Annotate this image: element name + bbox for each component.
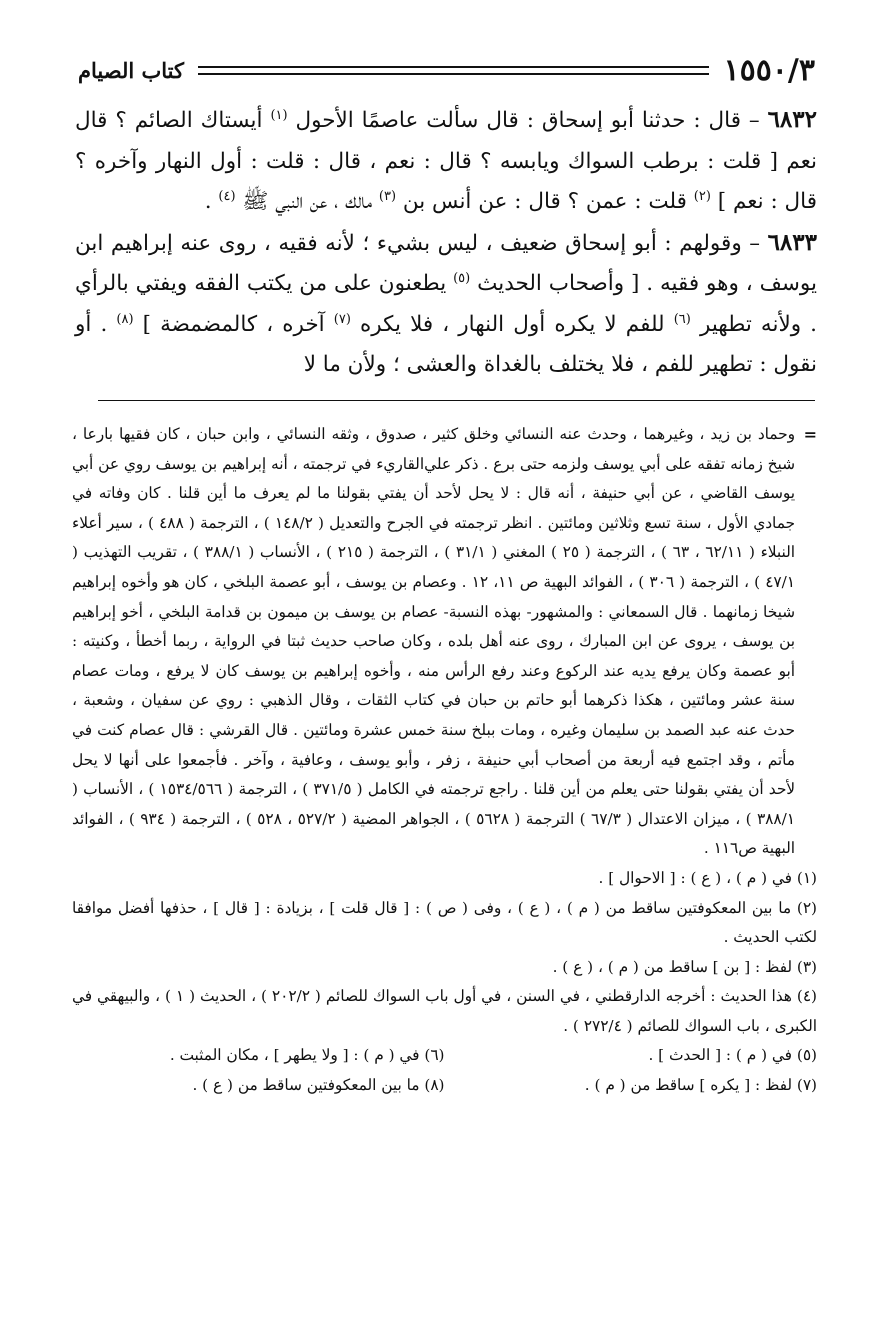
hadith-text: . أو نقول : تطهير للفم ، فلا يختلف بالغداة والعشى ؛ ولأن ما لا [75,311,817,377]
footnote-8: (٨) ما بين المعكوفتين ساقط من ( ع ) . [192,1076,445,1095]
footnote-continuation [72,420,817,864]
footnote-ref: (٢) [693,188,711,204]
hadith-text: للفم لا يكره أول النهار ، فلا يكره [350,311,674,337]
footnote-2: (٢) ما بين المعكوفتين ساقط من ( م ) ، ( ع ) ، وفى ( ص ) : [ قال قلت ] ، بزيادة : [ قال ] ، حذفها أفضل موافقا لكتب الحديث . [72,898,817,947]
page-header [78,50,815,90]
hadith-text: – قال : حدثنا أبو إسحاق : قال سألت عاصمًا الأحول [287,108,768,133]
footnote-5: (٥) في ( م ) : [ الحدث ] . [648,1046,817,1065]
footnote-7: (٧) لفظ : [ يكره ] ساقط من ( م ) . [584,1076,817,1095]
footnote-ref: (٨) [116,311,134,327]
hadith-text: قلت : عمن ؟ قال : عن أنس بن [396,189,694,214]
hadith-text: – وقولهم : أبو إسحاق ضعيف ، ليس بشيء ؛ لأنه فقيه ، روى عنه إبراهيم ابن يوسف ، وهو فقيه . [ وأصحاب الحديث [75,230,817,296]
hadith-6832 [75,100,817,223]
footnote-row [72,1071,817,1101]
footnote-separator [98,400,815,401]
footnote-ref: (٧) [333,311,351,327]
hadith-number: ٦٨٣٢ [767,106,817,133]
hadith-text: يطعنون على من يكتب الفقه ويفتي بالرأي . ولأنه تطهير [75,271,818,337]
hadith-text: آخره ، كالمضمضة ] [133,311,334,337]
header-double-rule [198,66,709,75]
footnote-ref: (٥) [453,270,471,286]
footnote-6: (٦) في ( م ) : [ ولا يطهر ] ، مكان المثبت . [169,1046,445,1065]
footnote-ref: (٤) [218,188,236,204]
continuation-text: وحماد بن زيد ، وغيرهما ، وحدث عنه النسائي وخلق كثير ، صدوق ، وثقه النسائي ، وابن حبان ، كان فقيها بارعا ، شيخ زمانه تفقه على أبي يوسف ولزمه حتى برع . ذكر علي‌القاريء في ترجمته ، أنه إبراهيم بن يوسف روي عن أبي يوسف القاضي ، عن أبي حنيفة ، أنه قال : لا يحل لأحد أن يفتي بقولنا ما لم يعرف ما أين قلنا . كان وفاته في جمادي الأول ، سنة تسع وثلاثين ومائتين . انظر ترجمته في الجرح والتعديل ( ١٤٨/٢ ) ، الترجمة ( ٤٨٨ ) ، سير أعلاء النبلاء ( ٦٢/١١ ، ٦٣ ) ، الترجمة ( ٢٥ ) المغني ( ٣١/١ ) ، الترجمة ( ٢١٥ ) ، الأنساب ( ٣٨٨/١ ) ، تقريب التهذيب ( ٤٧/١ ) ، الترجمة ( ٣٠٦ ) ، الفوائد البهية ص ١١، ١٢ . وعصام بن يوسف ، أبو عصمة البلخي ، كان هو وأخوه إبراهيم شيخا زمانهما . قال السمعاني : والمشهور- بهذه النسبة- عصام بن يوسف بن ميمون بن قدامة البلخي ، أخو إبراهيم بن يوسف ، يروى عن ابن المبارك ، روى عنه أهل بلده ، وكان صاحب حديث ثبتا في الرواية ، ربما أخطأ ، وكنيته : أبو عصمة وكان يرفع يديه عند الركوع وعند رفع الرأس منه ، وأخوه إبراهيم بن يوسف كان لا يرفع ، ومات عصام سنة عشر ومائتين ، هكذا ذكرهما أبو حاتم بن حبان في كتاب الثقات ، وقال الذهبي : روي عن سفيان ، وشعبة ، حدث عنه عبد الصمد بن سليمان وغيره ، ومات ببلخ سنة خمس عشرة ومائتين . قال القرشي : قال عصام كنت في مأتم ، وقد اجتمع فيه أربعة من أصحاب أبي حنيفة ، زفر ، وأبو يوسف ، وعافية ، وآخر . فأجمعوا على أنها لا يحل لأحد أن يفتي بقولنا حتى يعلم من أين قلنا . راجع ترجمته في الكامل ( ٣٧١/٥ ) ، الترجمة ( ١٥٣٤/٥٦٦ ) ، الأنساب ( ٣٨٨/١ ) ، ميزان الاعتدال ( ٦٧/٣ ) الترجمة ( ٥٦٢٨ ) ، الجواهر المضية ( ٥٢٧/٢ ، ٥٢٨ ) ، الترجمة ( ٩٣٤ ) ، الفوائد البهية ص١١٦ . [72,425,796,858]
hadith-text: . [204,189,219,214]
footnote-ref: (١) [270,107,288,123]
footnote-3: (٣) لفظ : [ بن ] ساقط من ( م ) ، ( ع ) . [552,957,817,976]
footnote-1: (١) في ( م ) ، ( ع ) : [ الاحوال ] . [598,868,817,887]
footnote-row [72,1041,817,1071]
footnotes [72,420,817,1101]
hadith-text: مالك ، عن النبي ﷺ [235,189,379,214]
footnote-ref: (٣) [378,188,397,204]
continuation-marker: = [803,425,817,444]
hadith-6833 [75,223,817,386]
page-number: ١٥٥٠/٣ [723,52,815,88]
hadith-text: أيستاك الصائم ؟ قال نعم [ قلت : برطب السواك ويابسه ؟ قال : نعم ، قال : قلت : أول النهار وآخره ؟ قال : نعم ] [75,108,817,214]
book-title: كتاب الصيام [78,57,184,83]
hadith-number: ٦٨٣٣ [767,228,817,256]
main-text [75,100,817,386]
footnote-ref: (٦) [673,311,691,327]
footnote-4: (٤) هذا الحديث : أخرجه الدارقطني ، في السنن ، في أول باب السواك للصائم ( ٢٠٢/٢ ) ، الحديث ( ١ ) ، والبيهقي في الكبرى ، باب السواك للصائم ( ٢٧٢/٤ ) . [72,987,817,1035]
